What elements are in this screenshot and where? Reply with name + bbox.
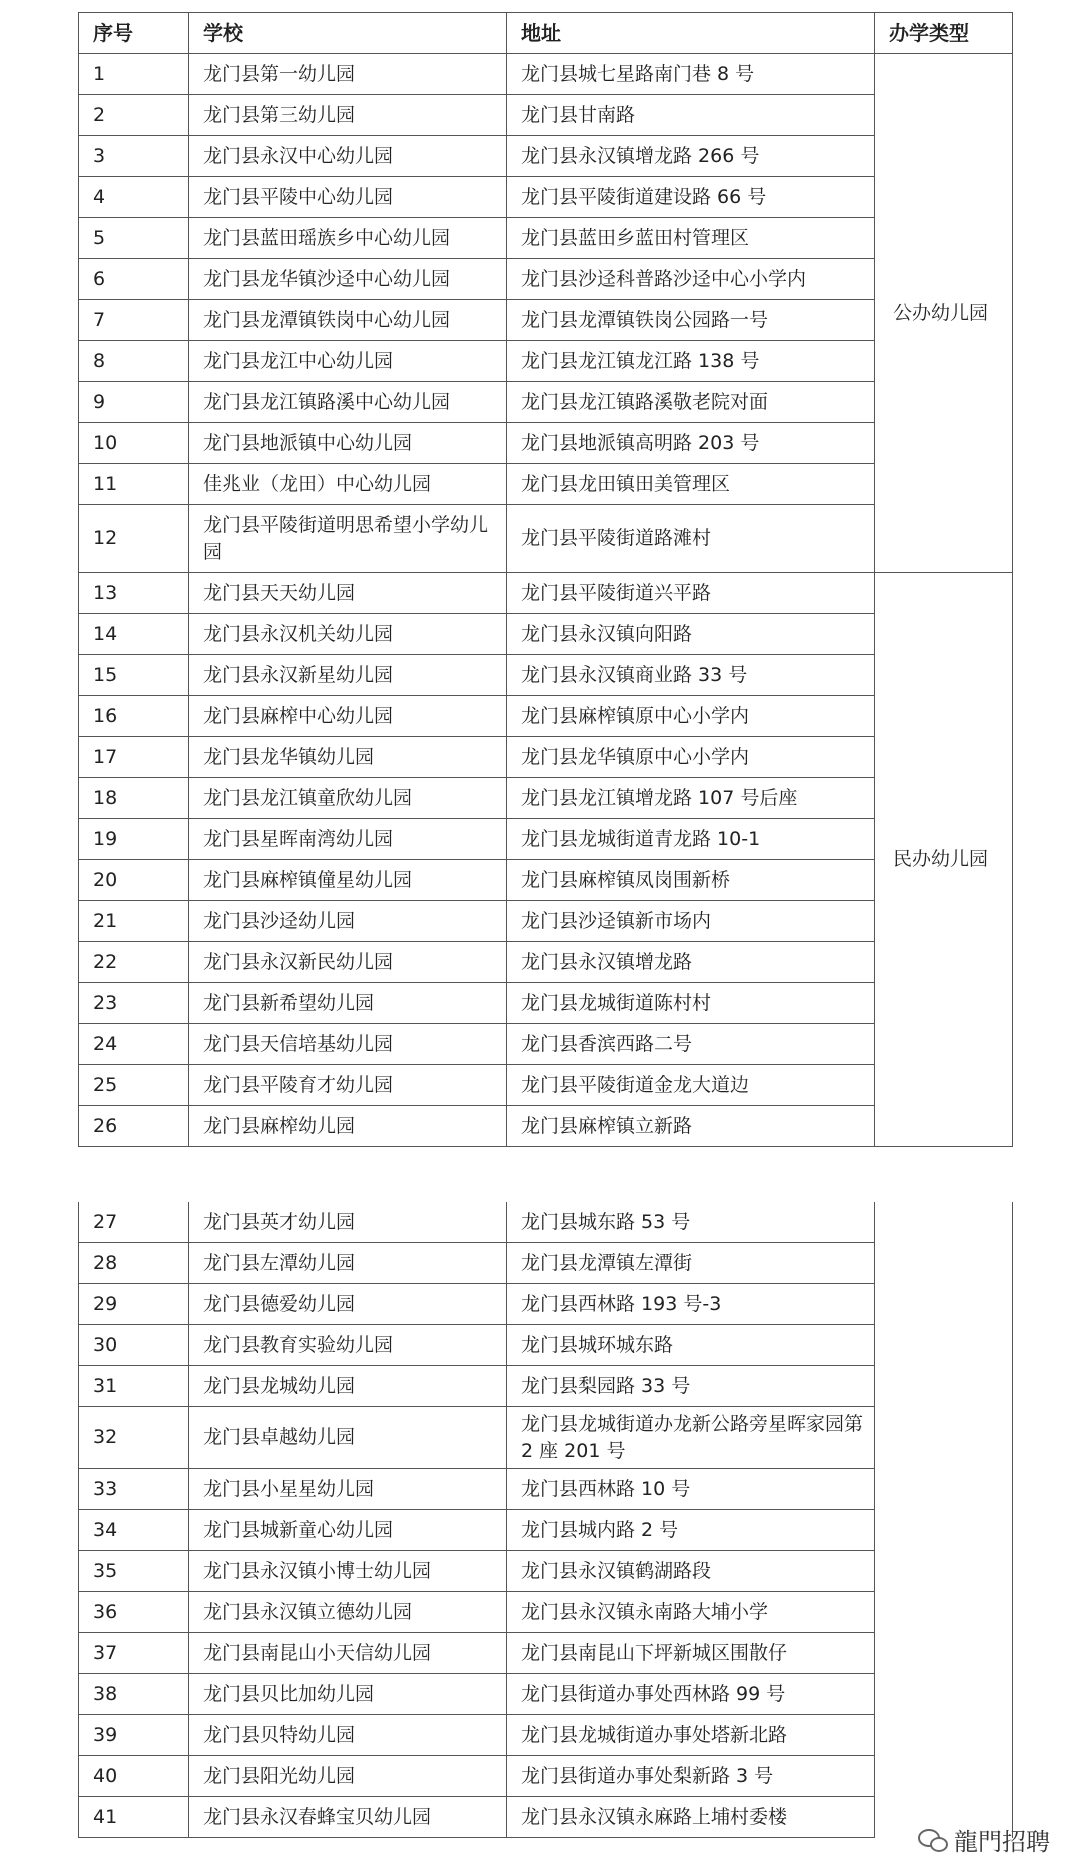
table-row	[79, 1674, 1013, 1715]
cell-school: 龙门县沙迳幼儿园	[189, 901, 507, 942]
cell-no: 4	[79, 177, 189, 218]
cell-school: 龙门县麻榨中心幼儿园	[189, 696, 507, 737]
cell-type-private: 民办幼儿园	[875, 573, 1013, 1147]
cell-address: 龙门县永汉镇增龙路	[507, 942, 875, 983]
cell-address: 龙门县南昆山下坪新城区围散仔	[507, 1633, 875, 1674]
cell-no: 25	[79, 1065, 189, 1106]
cell-no: 30	[79, 1325, 189, 1366]
table-row	[79, 983, 1013, 1024]
cell-address: 龙门县蓝田乡蓝田村管理区	[507, 218, 875, 259]
cell-address: 龙门县龙田镇田美管理区	[507, 464, 875, 505]
cell-address: 龙门县龙江镇龙江路 138 号	[507, 341, 875, 382]
cell-no: 13	[79, 573, 189, 614]
cell-address: 龙门县龙城街道青龙路 10-1	[507, 819, 875, 860]
cell-school: 龙门县小星星幼儿园	[189, 1469, 507, 1510]
table-row	[79, 1407, 1013, 1469]
cell-no: 35	[79, 1551, 189, 1592]
table-row	[79, 860, 1013, 901]
cell-address: 龙门县城东路 53 号	[507, 1202, 875, 1243]
table-row	[79, 95, 1013, 136]
cell-school: 龙门县永汉春蜂宝贝幼儿园	[189, 1797, 507, 1838]
table-row	[79, 778, 1013, 819]
cell-school: 龙门县永汉新星幼儿园	[189, 655, 507, 696]
table-row	[79, 423, 1013, 464]
cell-no: 10	[79, 423, 189, 464]
cell-school: 龙门县贝比加幼儿园	[189, 1674, 507, 1715]
cell-no: 2	[79, 95, 189, 136]
cell-no: 36	[79, 1592, 189, 1633]
table-row	[79, 1592, 1013, 1633]
table-row	[79, 1284, 1013, 1325]
cell-address: 龙门县麻榨镇立新路	[507, 1106, 875, 1147]
cell-address: 龙门县街道办事处梨新路 3 号	[507, 1756, 875, 1797]
cell-school: 龙门县卓越幼儿园	[189, 1407, 507, 1469]
cell-school: 龙门县英才幼儿园	[189, 1202, 507, 1243]
cell-school: 龙门县平陵育才幼儿园	[189, 1065, 507, 1106]
table-row	[79, 136, 1013, 177]
cell-school: 龙门县南昆山小天信幼儿园	[189, 1633, 507, 1674]
table-row	[79, 819, 1013, 860]
cell-no: 9	[79, 382, 189, 423]
cell-address: 龙门县平陵街道兴平路	[507, 573, 875, 614]
cell-address: 龙门县龙江镇路溪敬老院对面	[507, 382, 875, 423]
table-row	[79, 505, 1013, 573]
cell-address: 龙门县龙城街道办事处塔新北路	[507, 1715, 875, 1756]
cell-school: 龙门县龙潭镇铁岗中心幼儿园	[189, 300, 507, 341]
table-row	[79, 259, 1013, 300]
header-type: 办学类型	[875, 13, 1013, 54]
cell-school: 龙门县麻榨镇僮星幼儿园	[189, 860, 507, 901]
cell-school: 龙门县永汉新民幼儿园	[189, 942, 507, 983]
kindergarten-table-part2	[78, 1202, 1013, 1838]
cell-address: 龙门县永汉镇鹤湖路段	[507, 1551, 875, 1592]
cell-school: 龙门县平陵中心幼儿园	[189, 177, 507, 218]
table-row	[79, 1469, 1013, 1510]
cell-no: 26	[79, 1106, 189, 1147]
cell-school: 龙门县天天幼儿园	[189, 573, 507, 614]
table-row	[79, 1065, 1013, 1106]
cell-school: 龙门县平陵街道明思希望小学幼儿园	[189, 505, 507, 573]
cell-school: 龙门县龙城幼儿园	[189, 1366, 507, 1407]
cell-no: 20	[79, 860, 189, 901]
cell-address: 龙门县沙迳科普路沙迳中心小学内	[507, 259, 875, 300]
cell-type-public: 公办幼儿园	[875, 54, 1013, 573]
cell-address: 龙门县平陵街道建设路 66 号	[507, 177, 875, 218]
cell-address: 龙门县城七星路南门巷 8 号	[507, 54, 875, 95]
cell-school: 龙门县新希望幼儿园	[189, 983, 507, 1024]
cell-school: 龙门县左潭幼儿园	[189, 1243, 507, 1284]
cell-address: 龙门县永汉镇向阳路	[507, 614, 875, 655]
cell-school: 龙门县城新童心幼儿园	[189, 1510, 507, 1551]
cell-no: 41	[79, 1797, 189, 1838]
watermark	[918, 1822, 1050, 1857]
table-row	[79, 54, 1013, 95]
cell-school: 龙门县第三幼儿园	[189, 95, 507, 136]
table-row	[79, 464, 1013, 505]
cell-school: 龙门县永汉机关幼儿园	[189, 614, 507, 655]
cell-no: 27	[79, 1202, 189, 1243]
cell-address: 龙门县沙迳镇新市场内	[507, 901, 875, 942]
kindergarten-table-part1	[78, 12, 1013, 1147]
cell-school: 佳兆业（龙田）中心幼儿园	[189, 464, 507, 505]
table-row	[79, 1202, 1013, 1243]
header-no: 序号	[79, 13, 189, 54]
table-row	[79, 1715, 1013, 1756]
cell-school: 龙门县德爱幼儿园	[189, 1284, 507, 1325]
table-row	[79, 901, 1013, 942]
cell-no: 38	[79, 1674, 189, 1715]
cell-school: 龙门县麻榨幼儿园	[189, 1106, 507, 1147]
cell-no: 19	[79, 819, 189, 860]
cell-no: 3	[79, 136, 189, 177]
cell-school: 龙门县蓝田瑶族乡中心幼儿园	[189, 218, 507, 259]
table-row	[79, 1797, 1013, 1838]
cell-no: 24	[79, 1024, 189, 1065]
table-row	[79, 382, 1013, 423]
table-row	[79, 942, 1013, 983]
cell-address: 龙门县龙华镇原中心小学内	[507, 737, 875, 778]
table-row	[79, 341, 1013, 382]
cell-no: 5	[79, 218, 189, 259]
cell-address: 龙门县梨园路 33 号	[507, 1366, 875, 1407]
cell-type-continued	[875, 1202, 1013, 1838]
cell-school: 龙门县永汉中心幼儿园	[189, 136, 507, 177]
table-row	[79, 1366, 1013, 1407]
cell-school: 龙门县龙华镇幼儿园	[189, 737, 507, 778]
cell-no: 1	[79, 54, 189, 95]
cell-address: 龙门县城环城东路	[507, 1325, 875, 1366]
cell-no: 22	[79, 942, 189, 983]
table-row	[79, 614, 1013, 655]
cell-no: 37	[79, 1633, 189, 1674]
table-row	[79, 1756, 1013, 1797]
cell-no: 28	[79, 1243, 189, 1284]
cell-school: 龙门县贝特幼儿园	[189, 1715, 507, 1756]
table-row	[79, 1024, 1013, 1065]
cell-no: 18	[79, 778, 189, 819]
table-row	[79, 737, 1013, 778]
cell-no: 33	[79, 1469, 189, 1510]
watermark-text: 龍門招聘	[954, 1828, 1050, 1856]
wechat-icon	[918, 1829, 948, 1851]
cell-address: 龙门县龙江镇增龙路 107 号后座	[507, 778, 875, 819]
cell-address: 龙门县永汉镇商业路 33 号	[507, 655, 875, 696]
cell-address: 龙门县麻榨镇原中心小学内	[507, 696, 875, 737]
cell-no: 17	[79, 737, 189, 778]
cell-address: 龙门县街道办事处西林路 99 号	[507, 1674, 875, 1715]
cell-no: 11	[79, 464, 189, 505]
cell-no: 31	[79, 1366, 189, 1407]
cell-school: 龙门县龙江镇路溪中心幼儿园	[189, 382, 507, 423]
cell-address: 龙门县地派镇高明路 203 号	[507, 423, 875, 464]
table-row	[79, 300, 1013, 341]
cell-school: 龙门县永汉镇小博士幼儿园	[189, 1551, 507, 1592]
cell-no: 40	[79, 1756, 189, 1797]
cell-no: 15	[79, 655, 189, 696]
cell-school: 龙门县阳光幼儿园	[189, 1756, 507, 1797]
cell-no: 6	[79, 259, 189, 300]
cell-address: 龙门县永汉镇增龙路 266 号	[507, 136, 875, 177]
table-row	[79, 218, 1013, 259]
cell-address: 龙门县平陵街道金龙大道边	[507, 1065, 875, 1106]
cell-no: 16	[79, 696, 189, 737]
cell-no: 12	[79, 505, 189, 573]
cell-no: 7	[79, 300, 189, 341]
cell-address: 龙门县龙城街道陈村村	[507, 983, 875, 1024]
cell-address: 龙门县西林路 10 号	[507, 1469, 875, 1510]
cell-school: 龙门县龙江中心幼儿园	[189, 341, 507, 382]
table-row	[79, 1551, 1013, 1592]
cell-address: 龙门县麻榨镇凤岗围新桥	[507, 860, 875, 901]
table-row	[79, 1325, 1013, 1366]
cell-address: 龙门县龙潭镇左潭街	[507, 1243, 875, 1284]
table-row	[79, 573, 1013, 614]
cell-school: 龙门县龙江镇童欣幼儿园	[189, 778, 507, 819]
cell-no: 23	[79, 983, 189, 1024]
table-row	[79, 1633, 1013, 1674]
table-row	[79, 1106, 1013, 1147]
cell-address: 龙门县平陵街道路滩村	[507, 505, 875, 573]
cell-address: 龙门县城内路 2 号	[507, 1510, 875, 1551]
cell-address: 龙门县龙潭镇铁岗公园路一号	[507, 300, 875, 341]
cell-address: 龙门县西林路 193 号-3	[507, 1284, 875, 1325]
table-row	[79, 655, 1013, 696]
table-row	[79, 177, 1013, 218]
header-school: 学校	[189, 13, 507, 54]
cell-no: 34	[79, 1510, 189, 1551]
cell-no: 8	[79, 341, 189, 382]
cell-school: 龙门县星晖南湾幼儿园	[189, 819, 507, 860]
cell-school: 龙门县教育实验幼儿园	[189, 1325, 507, 1366]
table-header-row	[79, 13, 1013, 54]
cell-school: 龙门县天信培基幼儿园	[189, 1024, 507, 1065]
cell-no: 32	[79, 1407, 189, 1469]
cell-address: 龙门县永汉镇永南路大埔小学	[507, 1592, 875, 1633]
cell-address: 龙门县香滨西路二号	[507, 1024, 875, 1065]
cell-address: 龙门县甘南路	[507, 95, 875, 136]
table-row	[79, 696, 1013, 737]
table-row	[79, 1243, 1013, 1284]
cell-no: 29	[79, 1284, 189, 1325]
cell-no: 21	[79, 901, 189, 942]
cell-school: 龙门县地派镇中心幼儿园	[189, 423, 507, 464]
cell-school: 龙门县第一幼儿园	[189, 54, 507, 95]
cell-address: 龙门县龙城街道办龙新公路旁星晖家园第 2 座 201 号	[507, 1407, 875, 1469]
cell-address: 龙门县永汉镇永麻路上埔村委楼	[507, 1797, 875, 1838]
cell-school: 龙门县永汉镇立德幼儿园	[189, 1592, 507, 1633]
cell-no: 14	[79, 614, 189, 655]
cell-no: 39	[79, 1715, 189, 1756]
table-row	[79, 1510, 1013, 1551]
header-address: 地址	[507, 13, 875, 54]
cell-school: 龙门县龙华镇沙迳中心幼儿园	[189, 259, 507, 300]
